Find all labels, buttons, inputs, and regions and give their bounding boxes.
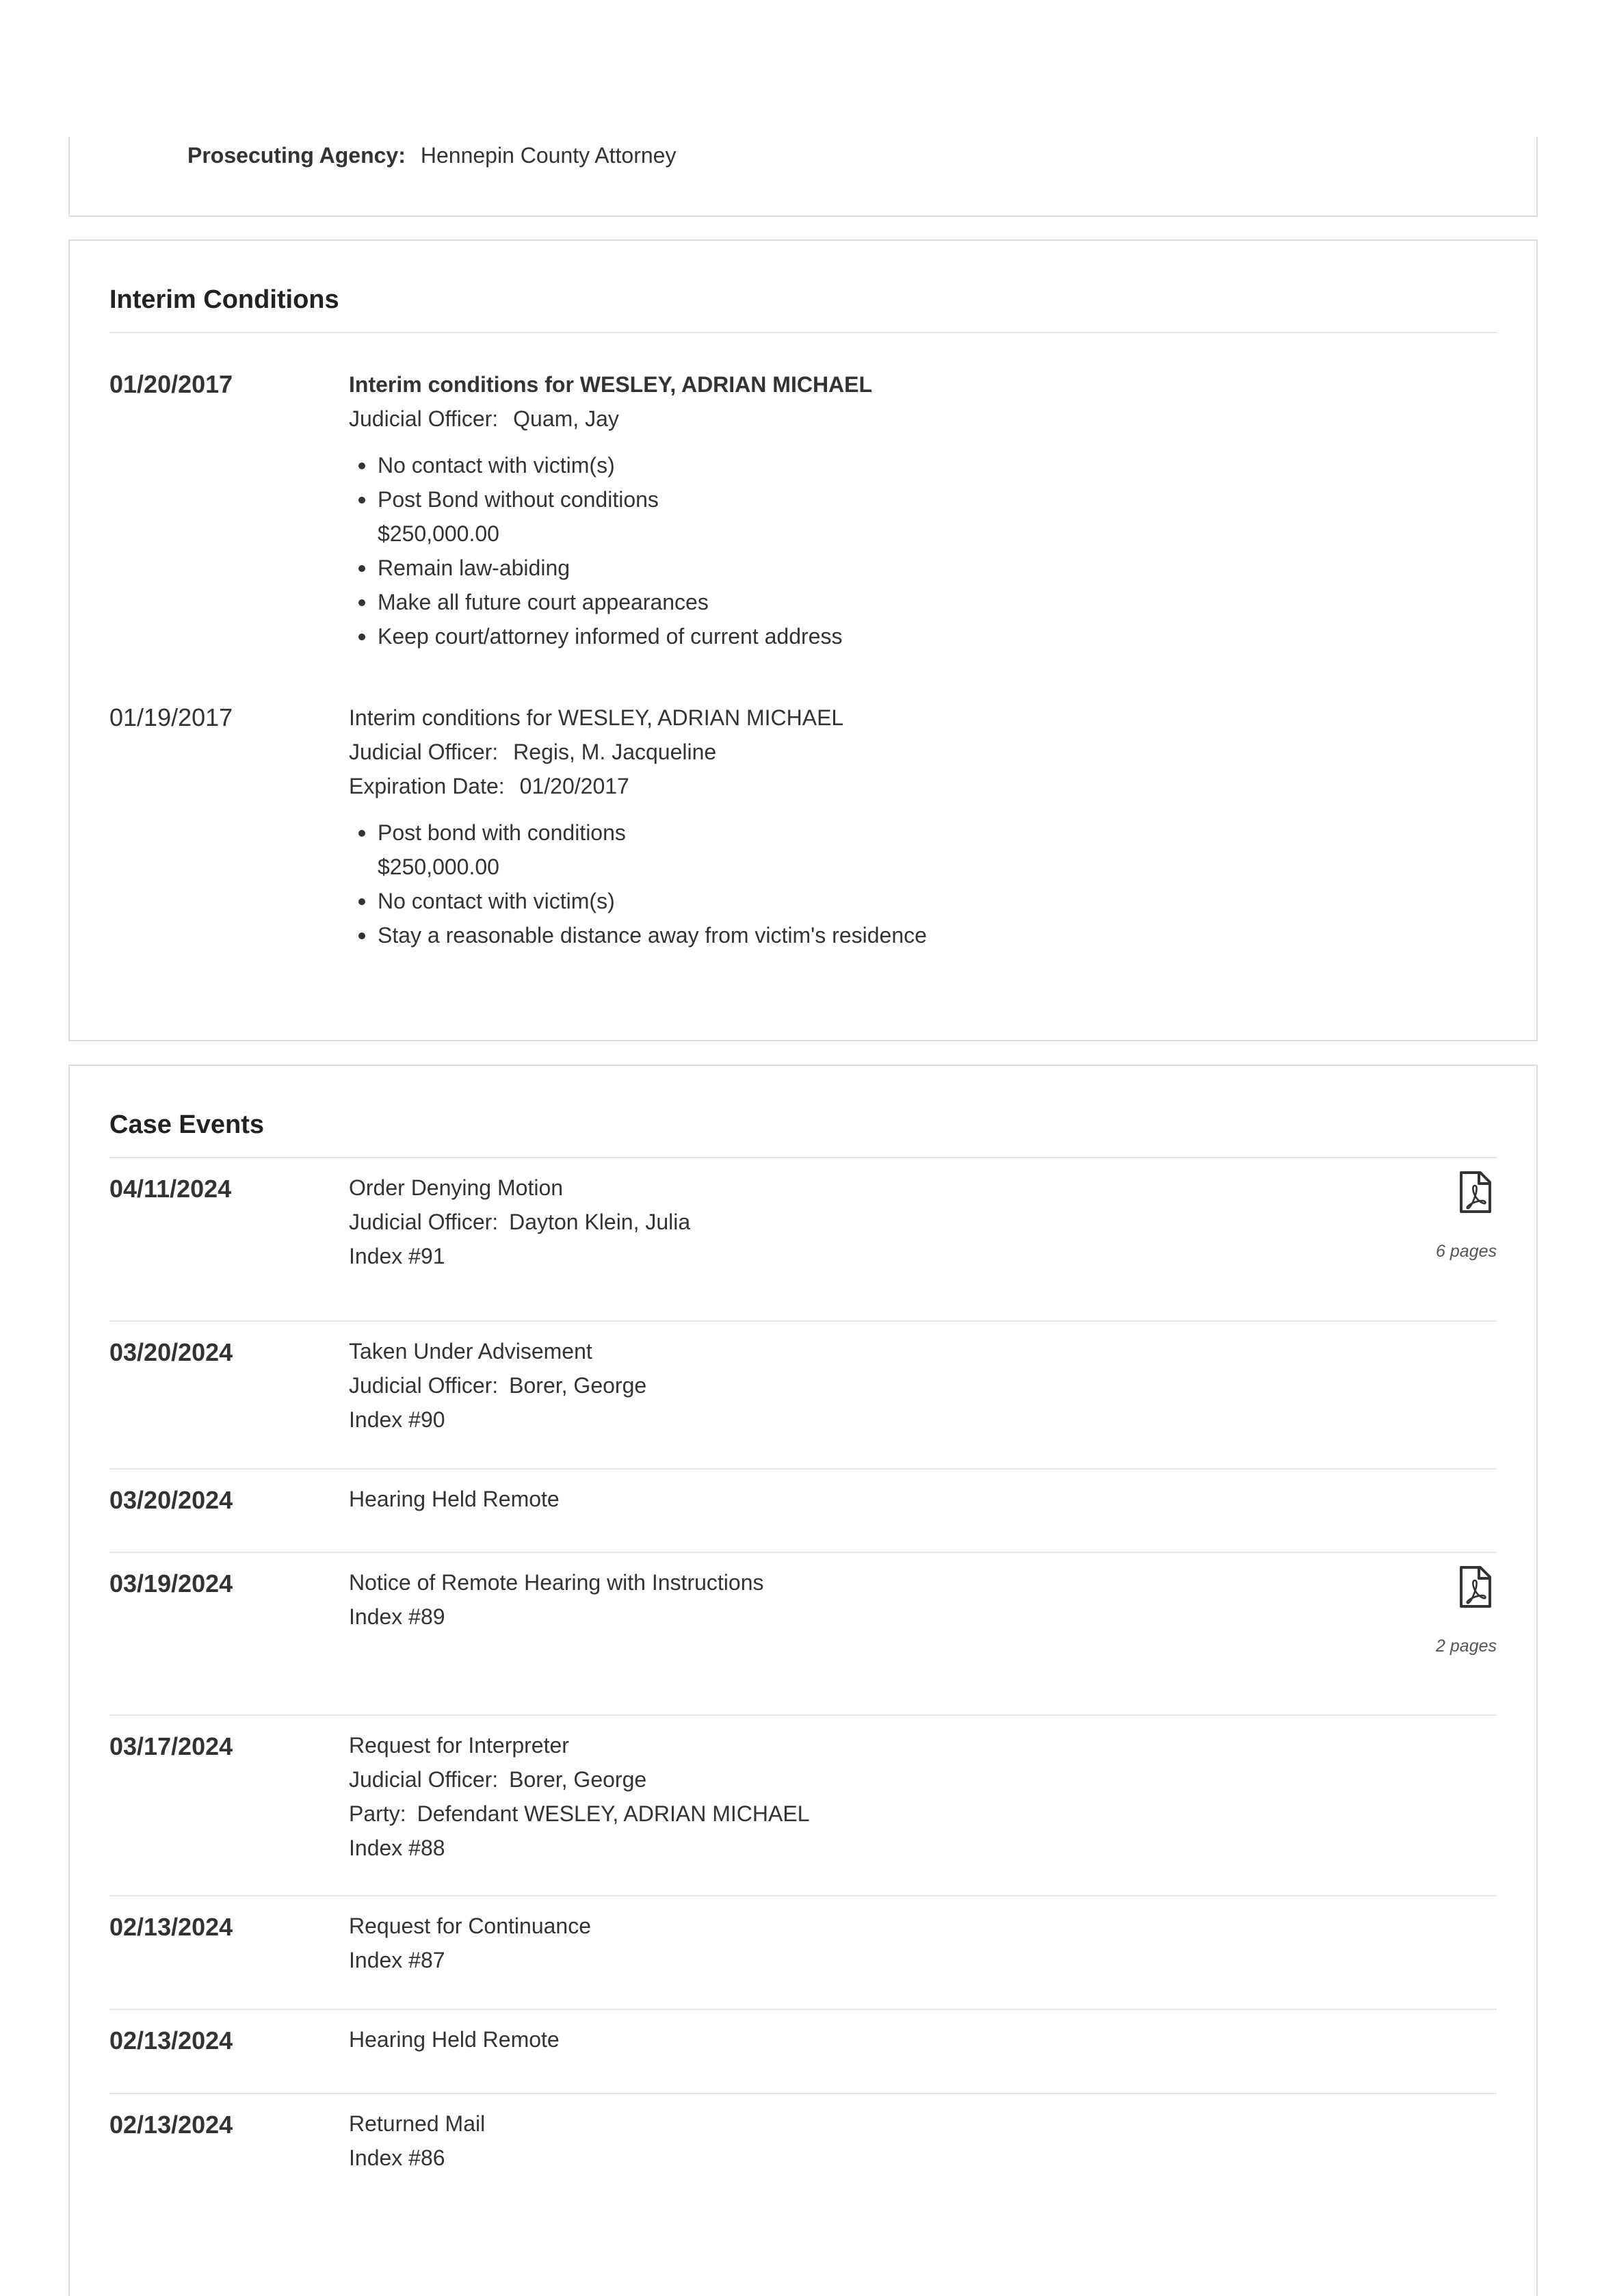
event-body	[349, 1728, 809, 1865]
event-index: Index #86	[349, 2145, 445, 2170]
case-event-row	[109, 2010, 1497, 2094]
event-body	[349, 1171, 690, 1273]
event-date: 03/20/2024	[109, 1486, 233, 1514]
judicial-officer-label: Judicial Officer:	[349, 740, 499, 764]
judicial-officer-row	[349, 1762, 809, 1797]
judicial-officer-row	[349, 402, 872, 436]
prosecuting-agency-row	[187, 142, 676, 169]
condition-item	[378, 448, 872, 482]
judicial-officer-label: Judicial Officer:	[349, 1210, 499, 1234]
conditions-list	[349, 816, 927, 952]
prosecuting-agency-label: Prosecuting Agency:	[187, 143, 406, 168]
event-body	[349, 2106, 485, 2175]
expiration-label: Expiration Date:	[349, 774, 505, 798]
case-info-panel	[68, 137, 1538, 217]
interim-heading: Interim conditions for WESLEY, ADRIAN MICHAEL	[349, 372, 873, 397]
section-title-case-events: Case Events	[109, 1110, 265, 1139]
condition-text: Remain law-abiding	[378, 556, 571, 580]
condition-text: Keep court/attorney informed of current address	[378, 624, 843, 649]
event-date: 03/20/2024	[109, 1338, 233, 1366]
event-body	[349, 2022, 560, 2057]
case-event-row	[109, 1716, 1497, 1896]
interim-date: 01/19/2017	[109, 703, 233, 731]
condition-item	[378, 816, 927, 884]
case-event-row	[109, 1158, 1497, 1322]
judicial-officer-label: Judicial Officer:	[349, 1767, 499, 1792]
event-date: 02/13/2024	[109, 2111, 233, 2139]
expiration-value: 01/20/2017	[519, 774, 629, 798]
event-date: 02/13/2024	[109, 1913, 233, 1941]
judicial-officer-value: Regis, M. Jacqueline	[513, 740, 717, 764]
section-title-interim-conditions: Interim Conditions	[109, 285, 339, 314]
judicial-officer-row	[349, 1205, 690, 1239]
event-title: Order Denying Motion	[349, 1175, 564, 1200]
case-event-row	[109, 1322, 1497, 1470]
case-event-row	[109, 1470, 1497, 1553]
judicial-officer-label: Judicial Officer:	[349, 406, 499, 431]
judicial-officer-label: Judicial Officer:	[349, 1373, 499, 1398]
event-index: Index #91	[349, 1244, 445, 1268]
condition-item	[378, 918, 927, 952]
interim-body	[349, 367, 872, 653]
party-row	[349, 1797, 809, 1831]
judicial-officer-value: Quam, Jay	[513, 406, 619, 431]
interim-conditions-panel	[68, 239, 1538, 1041]
event-title: Request for Interpreter	[349, 1733, 569, 1758]
condition-item	[378, 551, 872, 585]
bond-amount: $250,000.00	[378, 521, 499, 546]
condition-text: No contact with victim(s)	[378, 889, 615, 913]
interim-date: 01/20/2017	[109, 370, 233, 398]
pdf-document-icon[interactable]	[1457, 1565, 1493, 1609]
condition-text: Make all future court appearances	[378, 590, 709, 614]
case-events-panel	[68, 1065, 1538, 2296]
prosecuting-agency-value: Hennepin County Attorney	[420, 143, 677, 168]
condition-text: No contact with victim(s)	[378, 453, 615, 478]
condition-text: Post bond with conditions	[378, 820, 626, 845]
event-body	[349, 1482, 560, 1516]
pdf-document-icon[interactable]	[1457, 1171, 1493, 1214]
event-date: 03/17/2024	[109, 1732, 233, 1760]
bond-amount: $250,000.00	[378, 855, 499, 879]
event-body	[349, 1334, 646, 1437]
case-event-row	[109, 2094, 1497, 2210]
event-title: Taken Under Advisement	[349, 1339, 592, 1364]
condition-text: Post Bond without conditions	[378, 487, 659, 512]
event-index: Index #89	[349, 1604, 445, 1629]
condition-text: Stay a reasonable distance away from victim's residence	[378, 923, 927, 948]
judicial-officer-row	[349, 1368, 646, 1403]
event-title: Request for Continuance	[349, 1914, 591, 1938]
judicial-officer-row	[349, 735, 927, 769]
page-count: 2 pages	[1436, 1636, 1497, 1656]
condition-item	[378, 619, 872, 653]
interim-heading: Interim conditions for WESLEY, ADRIAN MICHAEL	[349, 705, 844, 730]
judicial-officer-value: Borer, George	[509, 1373, 647, 1398]
condition-item	[378, 884, 927, 918]
condition-item	[378, 585, 872, 619]
conditions-list	[349, 448, 872, 653]
event-title: Notice of Remote Hearing with Instructions	[349, 1570, 764, 1595]
event-index: Index #90	[349, 1407, 445, 1432]
interim-body	[349, 701, 927, 952]
party-label: Party:	[349, 1801, 406, 1826]
event-date: 03/19/2024	[109, 1569, 233, 1597]
event-title: Returned Mail	[349, 2111, 486, 2136]
expiration-row	[349, 769, 927, 803]
party-value: Defendant WESLEY, ADRIAN MICHAEL	[417, 1801, 810, 1826]
event-body	[349, 1909, 591, 1977]
event-body	[349, 1565, 763, 1634]
judicial-officer-value: Borer, George	[509, 1767, 647, 1792]
divider	[109, 332, 1497, 333]
event-index: Index #87	[349, 1948, 445, 1972]
event-date: 02/13/2024	[109, 2026, 233, 2054]
judicial-officer-value: Dayton Klein, Julia	[509, 1210, 691, 1234]
event-title: Hearing Held Remote	[349, 1487, 560, 1511]
event-index: Index #88	[349, 1836, 445, 1860]
condition-item	[378, 482, 872, 551]
page-count: 6 pages	[1436, 1242, 1497, 1261]
case-event-row	[109, 1553, 1497, 1716]
event-title: Hearing Held Remote	[349, 2027, 560, 2052]
event-date: 04/11/2024	[109, 1175, 232, 1203]
case-event-row	[109, 1896, 1497, 2010]
